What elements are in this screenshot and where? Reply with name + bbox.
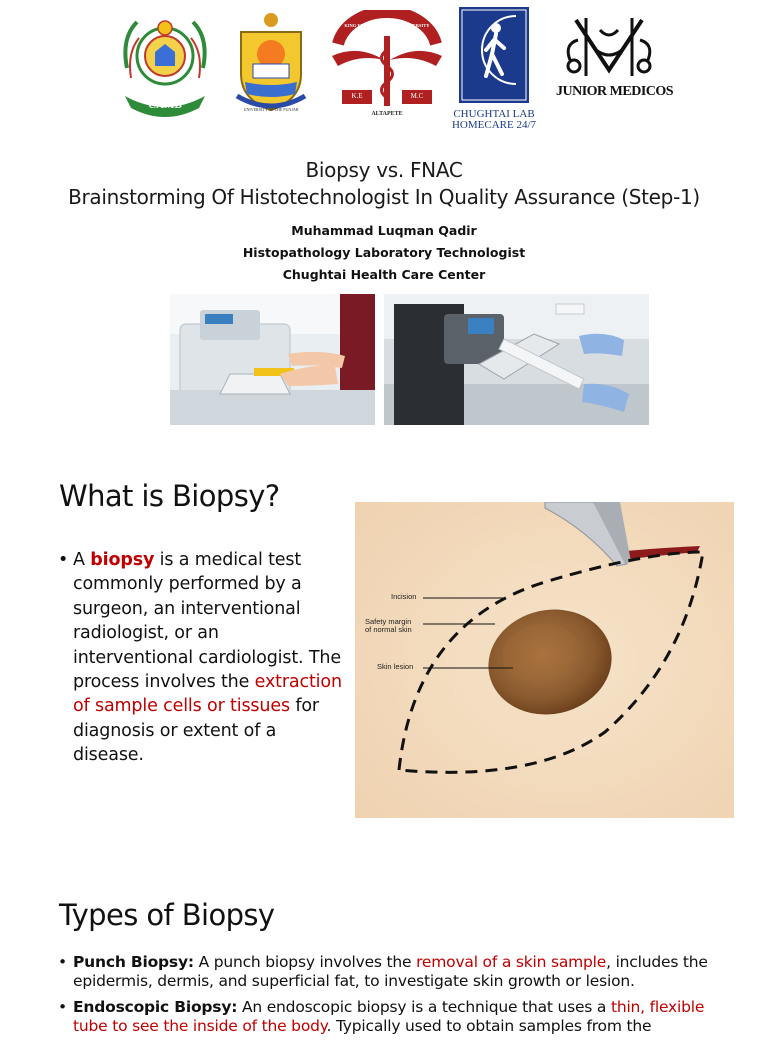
title-line-2: Brainstorming Of Histotechnologist In Quality Assurance (Step-1) xyxy=(68,185,700,209)
lab-photo-microtome xyxy=(384,294,649,425)
bullet-marker: • xyxy=(58,998,67,1016)
excision-biopsy-illustration xyxy=(355,502,734,818)
university-punjab-logo-text: UNIVERSITY OF THE PUNJAB xyxy=(243,107,299,112)
author-role: Histopathology Laboratory Technologist xyxy=(242,245,526,260)
biopsy-definition-bullet xyxy=(58,548,342,768)
list-item-punch-biopsy: • Punch Biopsy: A punch biopsy involves the removal of a skin sample, includes the epidermis, dermis, and superficial fat, to investigate skin growth or lesion. xyxy=(58,953,708,990)
bullet-marker: • xyxy=(58,953,67,971)
chughtai-lab-logo-text: CHUGHTAI LAB xyxy=(453,108,535,120)
bullet-marker: • xyxy=(58,550,69,570)
biopsy-definition-text: A biopsy is a medical test commonly performed by a surgeon, an interventional radiologist, or an interventional cardiologist. The process involves the extraction of sample cells or tissues for diagnosis or extent of a disease. xyxy=(73,550,342,766)
camb-logo xyxy=(117,8,213,126)
section-heading-types-of-biopsy: Types of Biopsy xyxy=(59,898,275,932)
chughtai-lab-logo xyxy=(444,6,544,132)
label-incision: Incision xyxy=(391,592,417,601)
endoscopic-biopsy-highlight: thin, flexible tube to see the inside of the body xyxy=(73,998,705,1035)
endoscopic-biopsy-term: Endoscopic Biopsy: xyxy=(73,998,238,1016)
university-punjab-logo xyxy=(231,10,311,114)
biopsy-types-list xyxy=(58,953,718,1043)
camb-logo-text: CAMB xyxy=(148,99,182,111)
title-line-1: Biopsy vs. FNAC xyxy=(305,158,463,182)
author-name: Muhammad Luqman Qadir xyxy=(291,223,477,238)
label-skin-lesion: Skin lesion xyxy=(377,662,414,671)
biopsy-highlight: extraction of sample cells or tissues xyxy=(73,672,342,717)
kemu-logo-text: KING EDWARD MEDICAL UNIVERSITY xyxy=(344,23,430,28)
punch-biopsy-term: Punch Biopsy: xyxy=(73,953,194,971)
biopsy-term: biopsy xyxy=(90,550,155,570)
junior-medicos-logo-text: JUNIOR MEDICOS xyxy=(556,84,674,99)
kemu-logo-subtext: ALTAPETE xyxy=(371,111,403,117)
label-safety-margin-line2: of normal skin xyxy=(365,625,412,634)
chughtai-lab-logo-subtext: HOMECARE 24/7 xyxy=(451,119,537,131)
junior-medicos-logo xyxy=(556,10,674,110)
list-item-endoscopic-biopsy: • Endoscopic Biopsy: An endoscopic biopsy is a technique that uses a thin, flexible tube to see the inside of the body. Typically used to obtain samples from the xyxy=(58,998,705,1035)
punch-biopsy-highlight: removal of a skin sample xyxy=(416,953,607,971)
kemu-logo xyxy=(328,10,446,122)
section-heading-what-is-biopsy: What is Biopsy? xyxy=(59,479,280,513)
kemu-right-badge: M.C xyxy=(410,92,424,100)
label-safety-margin-line1: Safety margin xyxy=(365,617,412,626)
author-organization: Chughtai Health Care Center xyxy=(282,267,486,282)
lab-photo-tissue-processor xyxy=(170,294,375,425)
kemu-left-badge: K.E xyxy=(351,92,363,100)
